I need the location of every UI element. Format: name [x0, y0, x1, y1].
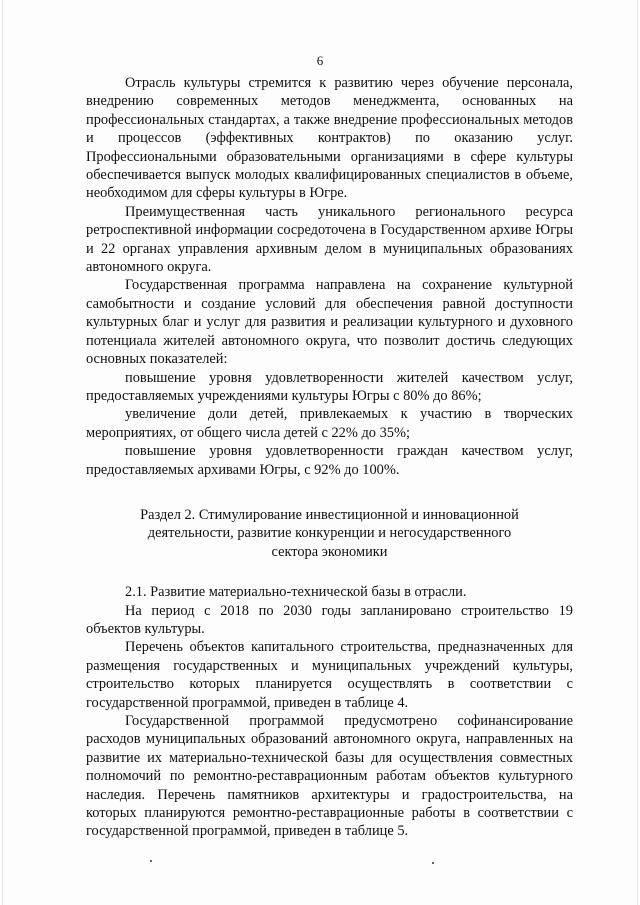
document-body	[86, 74, 573, 841]
paragraph-table-4-reference: Перечень объектов капитального строительства, предназначенных для размещения государственных и муниципальных учреждений культуры, строительство которых планируется осуществлять в соответствии с государственной программой, приведен в таблице 4.	[86, 639, 573, 711]
paragraph-program-goals: Государственная программа направлена на сохранение культурной самобытности и создание условий для обеспечения равной доступности культурных благ и услуг для развития и реализации культурного и духовного потенциала жителей автономного округа, что позволит достичь следующих основных показателей:	[86, 277, 573, 368]
indicator-children-participation: увеличение доли детей, привлекаемых к участию в творческих мероприятиях, от общего числа детей с 22% до 35%;	[86, 406, 573, 441]
scan-speck	[432, 862, 434, 864]
scan-edge-left	[2, 0, 3, 905]
subsection-heading: 2.1. Развитие материально-технической базы в отрасли.	[125, 584, 467, 601]
section-heading: Раздел 2. Стимулирование инвестиционной и инновационной деятельности, развитие конкуренции и негосударственного сектора экономики	[140, 506, 519, 560]
paragraph-construction-plan: На период с 2018 по 2030 годы запланировано строительство 19 объектов культуры.	[86, 602, 573, 637]
indicator-satisfaction-culture: повышение уровня удовлетворенности жителей качеством услуг, предоставляемых учреждениями культуры Югры с 80% до 86%;	[86, 369, 573, 404]
indicator-satisfaction-archives: повышение уровня удовлетворенности граждан качеством услуг, предоставляемых архивами Югры, с 92% до 100%.	[86, 443, 573, 478]
scan-speck	[150, 860, 152, 862]
scan-edge-right	[637, 0, 638, 905]
page-number: 6	[316, 53, 324, 68]
paragraph-archive-resource: Преимущественная часть уникального регионального ресурса ретроспективной информации сосредоточена в Государственном архиве Югры и 22 органах управления архивным делом в муниципальных образованиях автономного округа.	[86, 203, 573, 276]
paragraph-culture-development: Отрасль культуры стремится к развитию через обучение персонала, внедрению современных методов менеджмента, основанных на профессиональных стандартах, а также внедрение профессиональных методов и процессов (эффективных контрактов) по оказанию услуг. Профессиональными образовательными организациями в сфере культуры обеспечивается выпуск молодых квалифицированных специалистов в объеме, необходимом для сферы культуры в Югре.	[86, 75, 573, 202]
paragraph-table-5-reference: Государственной программой предусмотрено софинансирование расходов муниципальных образований автономного округа, направленных на развитие их материально-технической базы для осуществления совместных полномочий по ремонтно-реставрационным работам объектов культурного наследия. Перечень памятников архитектуры и градостроительства, на которых планируются ремонтно-реставрационные работы в соответствии с государственной программой, приведен в таблице 5.	[86, 713, 573, 840]
